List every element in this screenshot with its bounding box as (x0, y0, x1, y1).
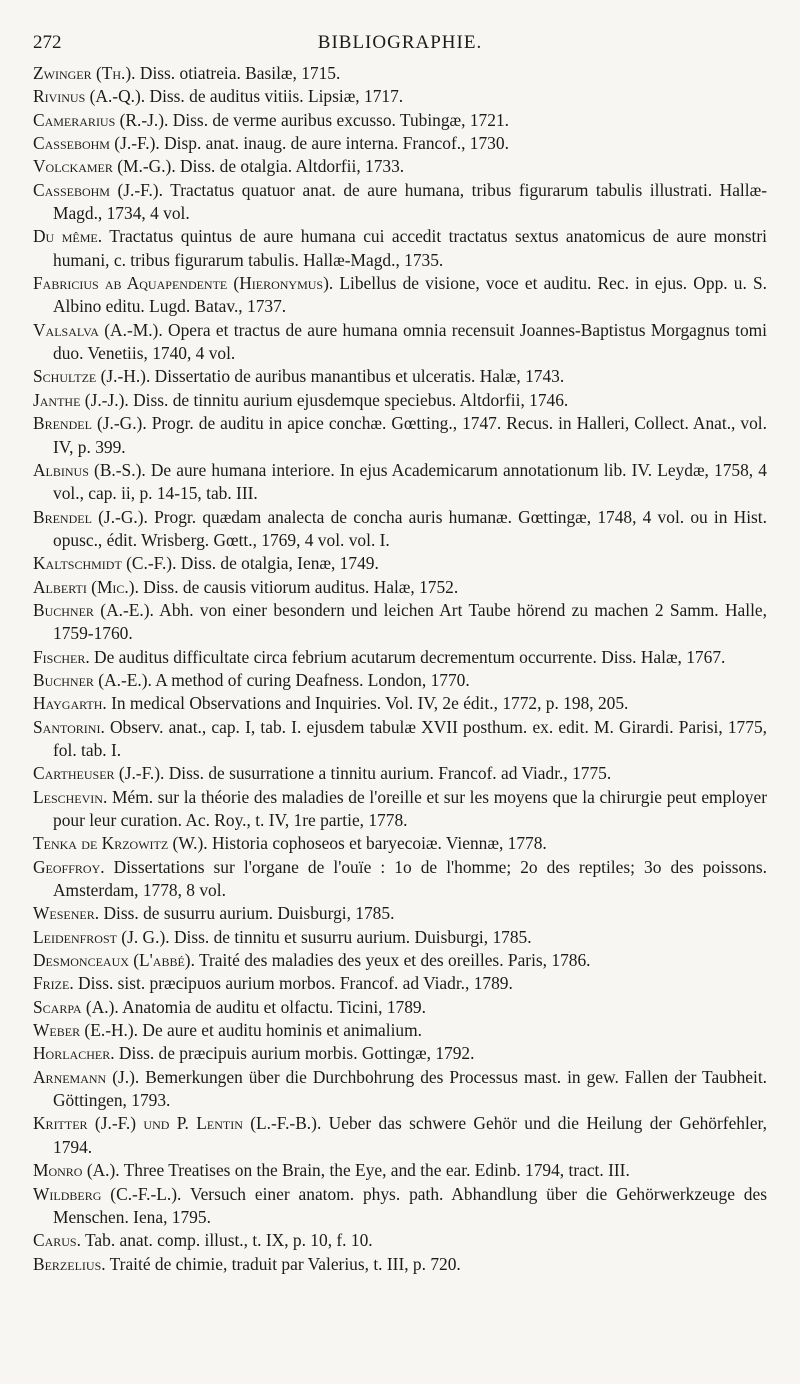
bibliography-entry (33, 365, 767, 388)
entry-text: Versuch einer anatom. phys. path. Abhandlung über die Gehörwerkzeuge des Menschen. Iena, 1795. (53, 1183, 767, 1227)
bibliography-entry (33, 972, 767, 995)
entry-text: Diss. de tinnitu aurium ejusdemque speciebus. Altdorfii, 1746. (128, 389, 569, 410)
bibliography-entry (33, 1112, 767, 1159)
entry-author: Wesener. (33, 903, 100, 924)
entry-author: Horlacher. (33, 1043, 115, 1064)
entry-author: Tenka de Krzowitz (W.). (33, 833, 208, 854)
entry-author: Haygarth. (33, 693, 107, 714)
entry-author: Kritter (J.-F.) und P. Lentin (L.-F.-B.). (33, 1113, 322, 1134)
bibliography-entry (33, 669, 767, 692)
bibliography-entry (33, 646, 767, 669)
entry-author: Janthe (J.-J.). (33, 389, 129, 410)
entry-author: Buchner (A.-E.). (33, 669, 152, 690)
entry-text: Tab. anat. comp. illust., t. IX, p. 10, f. 10. (80, 1230, 373, 1251)
bibliography-entry (33, 1019, 767, 1042)
entry-text: Disp. anat. inaug. de aure interna. Francof., 1730. (159, 133, 509, 154)
bibliography-entry (33, 179, 767, 226)
entry-author: Fabricius ab Aquapendente (Hieronymus). (33, 273, 334, 294)
entry-text: A method of curing Deafness. London, 1770. (151, 669, 470, 690)
entry-text: Diss. de susurratione a tinnitu aurium. Francof. ad Viadr., 1775. (164, 763, 612, 784)
entry-author: Fischer. (33, 646, 90, 667)
entry-author: Geoffroy. (33, 856, 105, 877)
entry-text: De aure et auditu hominis et animalium. (138, 1020, 423, 1041)
entry-text: Opera et tractus de aure humana omnia recensuit Joannes-Baptistus Morgagnus tomi duo. Venetiis, 1740, 4 vol. (53, 319, 767, 364)
page-number: 272 (33, 32, 62, 53)
entry-text: Observ. anat., cap. I, tab. I. ejusdem tabulæ XVII posthum. ex. edit. M. Girardi. Parisi, 1775, fol. tab. I. (53, 716, 767, 760)
bibliography-entry (33, 1253, 767, 1276)
entry-author: Albinus (B.-S.). (33, 459, 146, 480)
bibliography-entry (33, 389, 767, 412)
entry-text: Progr. quædam analecta de concha auris humanæ. Gœttingæ, 1748, 4 vol. ou in Hist. opusc., édit. Wrisberg. Gœtt., 1769, 4 vol. vol. I. (53, 506, 767, 550)
entry-author: Santorini. (33, 716, 105, 737)
page-header (0, 28, 800, 58)
bibliography-entry (33, 1159, 767, 1182)
entry-author: Rivinus (A.-Q.). (33, 86, 146, 107)
entry-text: Diss. de causis vitiorum auditus. Halæ, 1752. (138, 576, 459, 597)
entry-text: Progr. de auditu in apice conchæ. Gœtting., 1747. Recus. in Halleri, Collect. Anat., vol. IV, p. 399. (53, 413, 767, 457)
bibliography-entry (33, 155, 767, 178)
bibliography-entry (33, 225, 767, 272)
entry-text: De aure humana interiore. In ejus Academicarum annotationum lib. IV. Leydæ, 1758, 4 vol., cap. ii, p. 14-15, tab. III. (53, 459, 767, 504)
entry-author: Berzelius. (33, 1253, 106, 1274)
bibliography-entry (33, 1183, 767, 1230)
bibliography-entry (33, 832, 767, 855)
bibliography-entry (33, 459, 767, 506)
bibliography-entry (33, 902, 767, 925)
entry-text: Dissertations sur l'organe de l'ouïe : 1o de l'homme; 2o des reptiles; 3o des poissons. Amsterdam, 1778, 8 vol. (53, 856, 767, 901)
bibliography-entry (33, 62, 767, 85)
bibliography-entry (33, 692, 767, 715)
bibliography-entry (33, 109, 767, 132)
entry-author: Kaltschmidt (C.-F.). (33, 553, 177, 574)
bibliography-entry (33, 552, 767, 575)
entry-author: Cassebohm (J.-F.). (33, 179, 163, 200)
entry-author: Du même. (33, 226, 103, 247)
entry-text: Ueber das schwere Gehör und die Heilung der Gehörfehler, 1794. (53, 1113, 767, 1157)
entry-text: Tractatus quintus de aure humana cui accedit tractatus sextus anatomicus de aure monstri humani, c. tribus figurarum tabulis. Hallæ-Magd., 1735. (53, 226, 768, 270)
bibliography-entry (33, 1229, 767, 1252)
bibliography-list (33, 62, 767, 1276)
bibliography-entry (33, 926, 767, 949)
running-title: BIBLIOGRAPHIE. (317, 32, 483, 53)
bibliography-entry (33, 716, 767, 763)
entry-author: Alberti (Mic.). (33, 576, 139, 597)
bibliography-entry (33, 272, 767, 319)
entry-text: Traité des maladies des yeux et des oreilles. Paris, 1786. (194, 950, 591, 971)
entry-author: Weber (E.-H.). (33, 1020, 139, 1041)
entry-text: Diss. de auditus vitiis. Lipsiæ, 1717. (145, 86, 404, 107)
entry-author: Desmonceaux (L'abbé). (33, 950, 195, 971)
entry-author: Wildberg (C.-F.-L.). (33, 1183, 182, 1204)
entry-author: Camerarius (R.-J.). (33, 109, 169, 130)
entry-author: Cassebohm (J.-F.). (33, 133, 160, 154)
entry-author: Zwinger (Th.). (33, 63, 136, 83)
entry-author: Frize. (33, 973, 74, 994)
entry-text: Tractatus quatuor anat. de aure humana, tribus figurarum tabulis illustrati. Hallæ-Magd., 1734, 4 vol. (53, 179, 767, 224)
entry-text: Traité de chimie, traduit par Valerius, t. III, p. 720. (105, 1253, 461, 1274)
entry-author: Carus. (33, 1230, 81, 1251)
bibliography-entry (33, 319, 767, 366)
bibliography-entry (33, 786, 767, 833)
entry-author: Arnemann (J.). (33, 1066, 140, 1087)
entry-author: Buchner (A.-E.). (33, 599, 154, 620)
entry-text: Diss. de susurru aurium. Duisburgi, 1785. (99, 903, 395, 924)
bibliography-entry (33, 1042, 767, 1065)
entry-author: Monro (A.). (33, 1160, 120, 1181)
entry-text: Abh. von einer besondern und leichen Art Taube hörend zu machen 2 Samm. Halle, 1759-1760. (53, 599, 767, 644)
entry-text: De auditus difficultate circa febrium acutarum decrementum occurrente. Diss. Halæ, 1767. (89, 646, 726, 667)
bibliography-entry (33, 1066, 767, 1113)
entry-text: Anatomia de auditu et olfactu. Ticini, 1789. (118, 996, 426, 1017)
entry-text: Libellus de visione, voce et auditu. Rec. in ejus. Opp. u. S. Albino editu. Lugd. Batav., 1737. (53, 273, 767, 317)
entry-author: Schultze (J.-H.). (33, 366, 151, 387)
bibliography-entry (33, 132, 767, 155)
bibliography-entry (33, 506, 767, 553)
entry-author: Brendel (J.-G.). (33, 506, 148, 527)
entry-text: Diss. sist. præcipuos aurium morbos. Francof. ad Viadr., 1789. (73, 973, 513, 994)
entry-author: Leschevin. (33, 786, 108, 807)
entry-text: Diss. de præcipuis aurium morbis. Gottingæ, 1792. (114, 1043, 475, 1064)
bibliography-entry (33, 996, 767, 1019)
entry-author: Valsalva (A.-M.). (33, 319, 163, 340)
entry-text: Dissertatio de auribus manantibus et ulceratis. Halæ, 1743. (150, 366, 565, 387)
entry-author: Scarpa (A.). (33, 996, 119, 1017)
entry-text: Mém. sur la théorie des maladies de l'oreille et sur les moyens que la chirurgie peut employer pour leur curation. Ac. Roy., t. IV, 1re partie, 1778. (53, 786, 767, 830)
entry-text: Historia cophoseos et baryecoiæ. Viennæ, 1778. (207, 833, 547, 854)
entry-text: Diss. de tinnitu et susurru aurium. Duisburgi, 1785. (169, 926, 532, 947)
entry-author: Leidenfrost (J. G.). (33, 926, 170, 947)
entry-author: Cartheuser (J.-F.). (33, 763, 165, 784)
entry-text: Three Treatises on the Brain, the Eye, and the ear. Edinb. 1794, tract. III. (119, 1160, 630, 1181)
bibliography-entry (33, 576, 767, 599)
bibliography-entry (33, 762, 767, 785)
bibliography-entry (33, 412, 767, 459)
entry-text: Diss. otiatreia. Basilæ, 1715. (135, 63, 341, 83)
entry-author: Volckamer (M.-G.). (33, 156, 176, 177)
entry-text: Diss. de otalgia, Ienæ, 1749. (176, 553, 379, 574)
bibliography-entry (33, 856, 767, 903)
bibliography-entry (33, 949, 767, 972)
bibliography-entry (33, 85, 767, 108)
entry-text: Diss. de otalgia. Altdorfii, 1733. (175, 156, 405, 177)
bibliography-entry (33, 599, 767, 646)
entry-author: Brendel (J.-G.). (33, 413, 147, 434)
entry-text: Diss. de verme auribus excusso. Tubingæ, 1721. (168, 109, 509, 130)
entry-text: In medical Observations and Inquiries. Vol. IV, 2e édit., 1772, p. 198, 205. (106, 693, 629, 714)
entry-text: Bemerkungen über die Durchbohrung des Processus mast. in gew. Fallen der Taubheit. Göttingen, 1793. (53, 1066, 768, 1111)
